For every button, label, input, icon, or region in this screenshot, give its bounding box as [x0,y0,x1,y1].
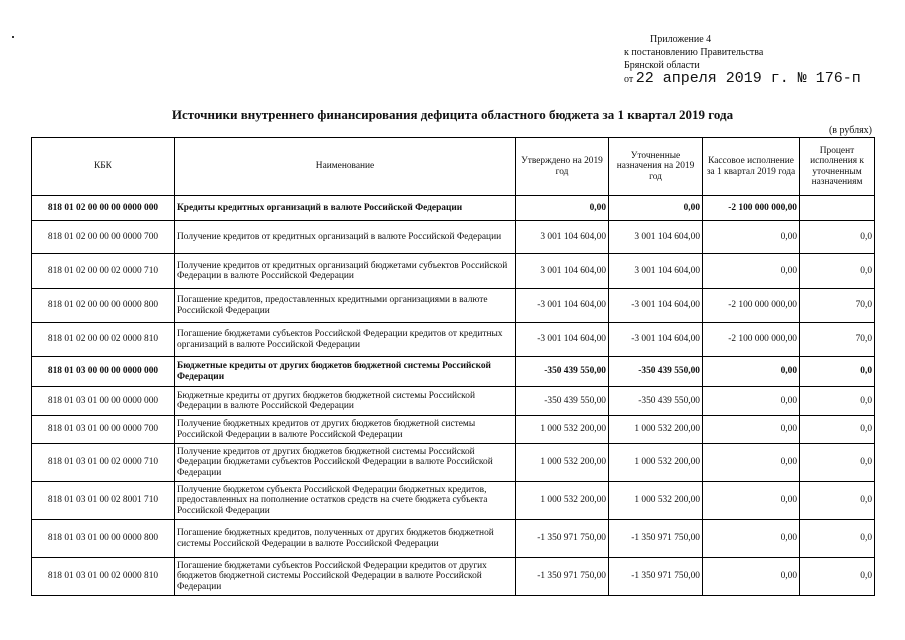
name-cell: Получение кредитов от других бюджетов бюджетной системы Российской Федерации бюджетами субъектов Российской Федерации в валюте Российской Федерации [175,444,516,482]
table-row [32,558,875,596]
refined-cell: 1 000 532 200,00 [609,482,703,520]
kbk-cell: 818 01 03 01 00 00 0000 800 [32,520,175,558]
approved-cell: -350 439 550,00 [516,387,609,416]
table-row [32,444,875,482]
name-cell: Погашение кредитов, предоставленных кредитными организациями в валюте Российской Федерации [175,289,516,323]
name-cell: Погашение бюджетами субъектов Российской Федерации кредитов от других бюджетов бюджетной системы Российской Федерации в валюте Российской Федерации [175,558,516,596]
refined-cell: 1 000 532 200,00 [609,444,703,482]
percent-cell: 0,0 [800,357,875,387]
financing-table [31,137,875,596]
percent-cell: 0,0 [800,520,875,558]
approved-cell: 1 000 532 200,00 [516,482,609,520]
percent-cell: 0,0 [800,444,875,482]
kbk-cell: 818 01 02 00 00 00 0000 000 [32,196,175,221]
approved-cell: 1 000 532 200,00 [516,444,609,482]
refined-cell: 1 000 532 200,00 [609,416,703,444]
kbk-cell: 818 01 02 00 00 02 0000 810 [32,323,175,357]
refined-cell: -1 350 971 750,00 [609,558,703,596]
cash-cell: 0,00 [703,444,800,482]
document-title: Источники внутреннего финансирования дефицита областного бюджета за 1 квартал 2019 года [171,107,734,122]
table-row [32,323,875,357]
refined-cell: -350 439 550,00 [609,357,703,387]
header-kbk: КБК [32,138,175,196]
percent-cell: 0,0 [800,558,875,596]
kbk-cell: 818 01 02 00 00 00 0000 700 [32,221,175,254]
cash-cell: 0,00 [703,558,800,596]
approved-cell: -3 001 104 604,00 [516,323,609,357]
header-approved: Утверждено на 2019 год [516,138,609,196]
approved-cell: -350 439 550,00 [516,357,609,387]
cash-cell: 0,00 [703,221,800,254]
table-row [32,482,875,520]
percent-cell: 70,0 [800,323,875,357]
kbk-cell: 818 01 02 00 00 02 0000 710 [32,254,175,289]
percent-cell [800,196,875,221]
cash-cell: -2 100 000 000,00 [703,196,800,221]
header-refined: Уточненные назначения на 2019 год [609,138,703,196]
name-cell: Бюджетные кредиты от других бюджетов бюджетной системы Российской Федерации в валюте Российской Федерации [175,387,516,416]
approved-cell: -1 350 971 750,00 [516,520,609,558]
percent-cell: 0,0 [800,254,875,289]
table-row [32,520,875,558]
percent-cell: 0,0 [800,482,875,520]
cash-cell: -2 100 000 000,00 [703,323,800,357]
kbk-cell: 818 01 02 00 00 00 0000 800 [32,289,175,323]
percent-cell: 0,0 [800,416,875,444]
refined-cell: -3 001 104 604,00 [609,323,703,357]
cash-cell: 0,00 [703,520,800,558]
name-cell: Получение кредитов от кредитных организаций в валюте Российской Федерации [175,221,516,254]
kbk-cell: 818 01 03 01 00 00 0000 000 [32,387,175,416]
approved-cell: 1 000 532 200,00 [516,416,609,444]
refined-cell: 0,00 [609,196,703,221]
approved-cell: 3 001 104 604,00 [516,254,609,289]
appendix-line-3: Брянской области [624,60,700,71]
name-cell: Получение бюджетных кредитов от других бюджетов бюджетной системы Российской Федерации в валюте Российской Федерации [175,416,516,444]
header-percent: Процент исполнения к уточненным назначениям [800,138,875,196]
refined-cell: -1 350 971 750,00 [609,520,703,558]
percent-cell: 0,0 [800,387,875,416]
name-cell: Бюджетные кредиты от других бюджетов бюджетной системы Российской Федерации [175,357,516,387]
refined-cell: -350 439 550,00 [609,387,703,416]
name-cell: Погашение бюджетных кредитов, полученных от других бюджетов бюджетной системы Российской Федерации в валюте Российской Федерации [175,520,516,558]
appendix-line-4 [624,72,861,86]
kbk-cell: 818 01 03 01 00 00 0000 700 [32,416,175,444]
table-header-row [32,138,875,196]
appendix-date-handwritten: 22 апреля 2019 г. № 176-п [635,70,861,87]
cash-cell: 0,00 [703,416,800,444]
cash-cell: -2 100 000 000,00 [703,289,800,323]
cash-cell: 0,00 [703,254,800,289]
kbk-cell: 818 01 03 01 00 02 0000 810 [32,558,175,596]
kbk-cell: 818 01 03 01 00 02 8001 710 [32,482,175,520]
percent-cell: 70,0 [800,289,875,323]
cash-cell: 0,00 [703,482,800,520]
name-cell: Кредиты кредитных организаций в валюте Российской Федерации [175,196,516,221]
kbk-cell: 818 01 03 00 00 00 0000 000 [32,357,175,387]
scan-speck [12,36,14,38]
table-row [32,221,875,254]
approved-cell: 0,00 [516,196,609,221]
approved-cell: 3 001 104 604,00 [516,221,609,254]
table-row [32,196,875,221]
cash-cell: 0,00 [703,357,800,387]
table-row [32,387,875,416]
refined-cell: -3 001 104 604,00 [609,289,703,323]
header-name: Наименование [175,138,516,196]
refined-cell: 3 001 104 604,00 [609,221,703,254]
header-cash: Кассовое исполнение за 1 квартал 2019 года [703,138,800,196]
percent-cell: 0,0 [800,221,875,254]
table-row [32,357,875,387]
table-row [32,416,875,444]
name-cell: Погашение бюджетами субъектов Российской Федерации кредитов от кредитных организаций в валюте Российской Федерации [175,323,516,357]
units-label: (в рублях) [828,125,872,136]
appendix-line-1: Приложение 4 [650,34,712,45]
appendix-block [624,33,861,86]
cash-cell: 0,00 [703,387,800,416]
name-cell: Получение кредитов от кредитных организаций бюджетами субъектов Российской Федерации в валюте Российской Федерации [175,254,516,289]
appendix-date-prefix: от [624,74,634,85]
approved-cell: -3 001 104 604,00 [516,289,609,323]
appendix-line-2: к постановлению Правительства [624,47,764,58]
table-row [32,289,875,323]
approved-cell: -1 350 971 750,00 [516,558,609,596]
name-cell: Получение бюджетом субъекта Российской Федерации бюджетных кредитов, предоставленных на пополнение остатков средств на счете бюджета субъекта Российской Федерации [175,482,516,520]
kbk-cell: 818 01 03 01 00 02 0000 710 [32,444,175,482]
refined-cell: 3 001 104 604,00 [609,254,703,289]
table-row [32,254,875,289]
